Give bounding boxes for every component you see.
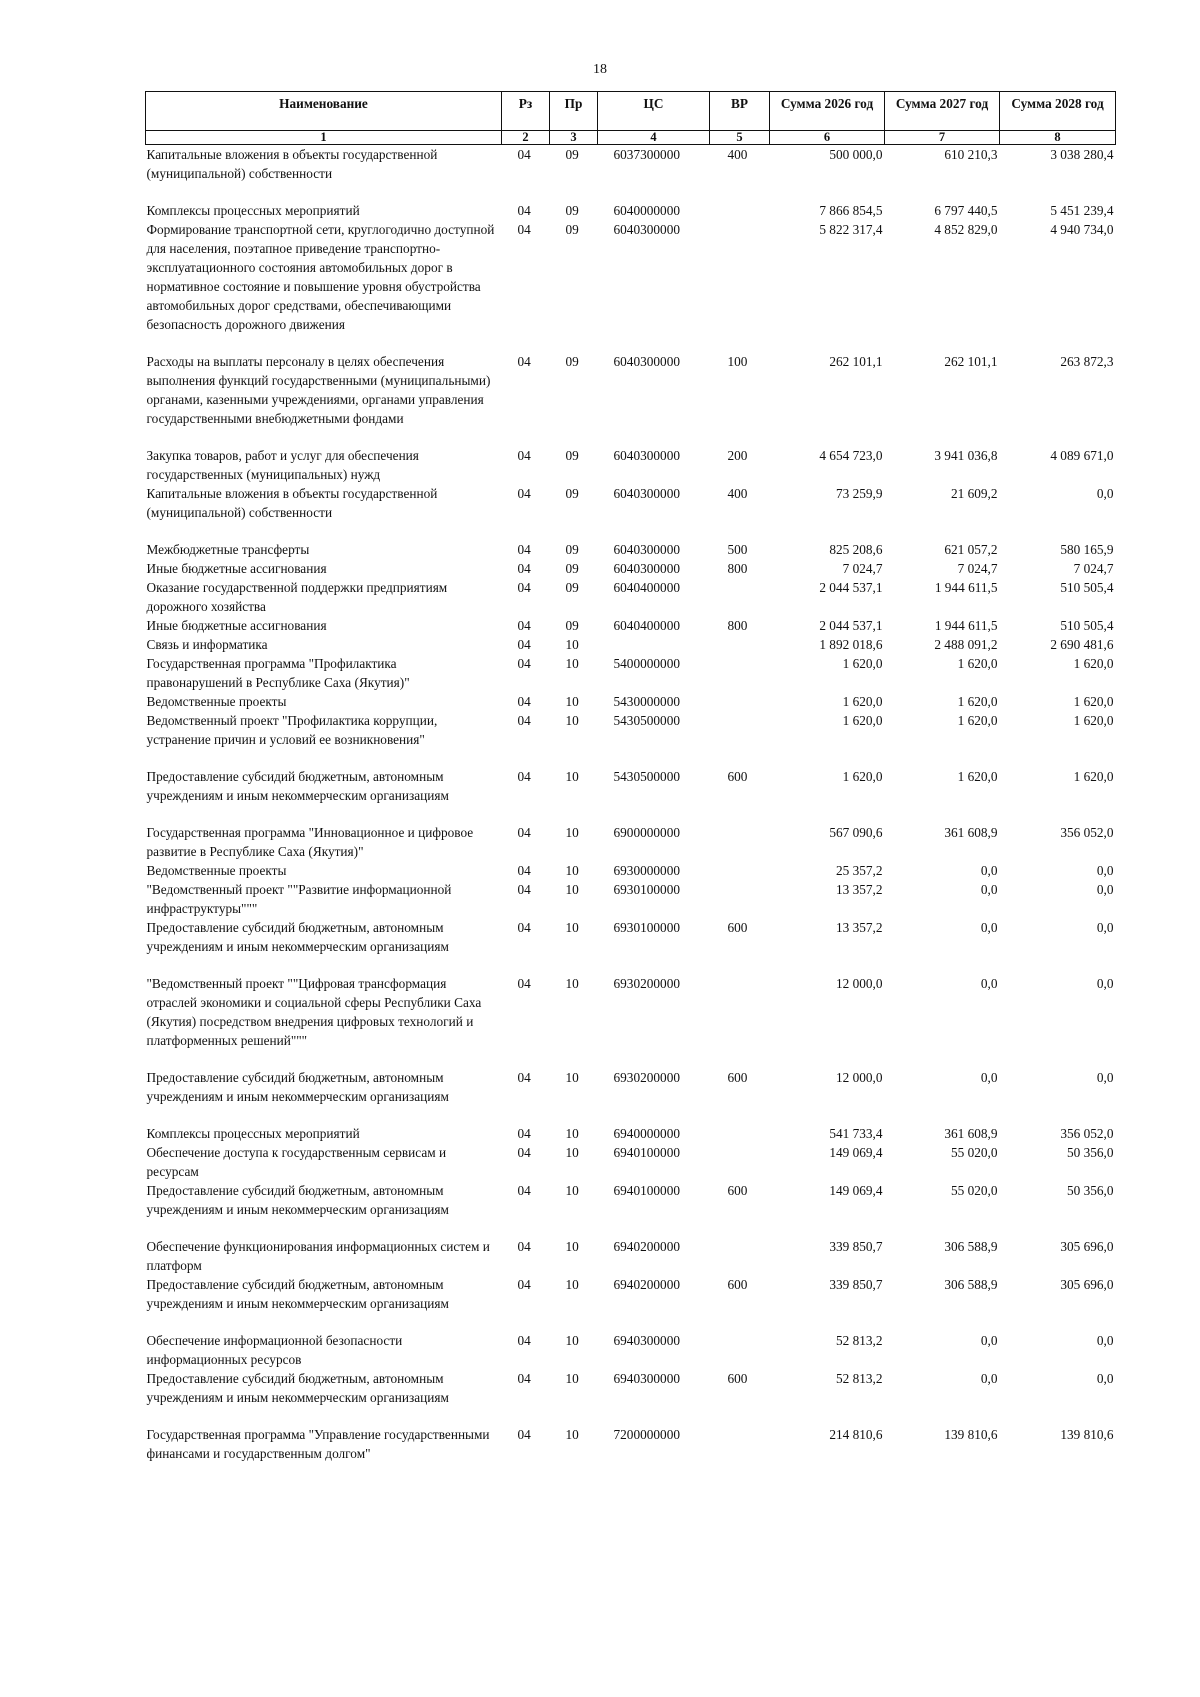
row-rz: 04 — [517, 694, 531, 709]
row-vr: 600 — [727, 1371, 748, 1386]
row-sum-2026: 13 357,2 — [835, 920, 883, 935]
row-name: "Ведомственный проект ""Развитие информационной инфраструктуры""" — [146, 882, 452, 916]
row-vr — [710, 880, 770, 918]
row-pr: 09 — [565, 486, 579, 501]
row-sum-2026: 1 620,0 — [842, 713, 883, 728]
row-sum-2027: 2 488 091,2 — [934, 637, 998, 652]
table-row — [146, 918, 1116, 974]
row-rz: 04 — [517, 222, 531, 237]
row-cs: 6930100000 — [613, 920, 680, 935]
row-sum-2028: 0,0 — [1096, 486, 1114, 501]
row-rz: 04 — [517, 656, 531, 671]
table-row — [146, 484, 1116, 540]
row-pr: 09 — [565, 561, 579, 576]
row-cs: 6940100000 — [613, 1145, 680, 1160]
row-rz: 04 — [517, 1333, 531, 1348]
row-pr: 10 — [565, 1371, 579, 1386]
row-cs: 6930200000 — [613, 976, 680, 991]
table-row — [146, 823, 1116, 861]
row-pr: 09 — [565, 203, 579, 218]
row-cs: 6040300000 — [613, 561, 680, 576]
row-rz: 04 — [517, 882, 531, 897]
row-cs: 6040300000 — [613, 542, 680, 557]
table-row — [146, 1124, 1116, 1143]
table-row — [146, 220, 1116, 352]
row-sum-2026: 149 069,4 — [829, 1145, 883, 1160]
row-pr: 10 — [565, 694, 579, 709]
row-rz: 04 — [517, 863, 531, 878]
row-sum-2027: 306 588,9 — [944, 1277, 998, 1292]
row-pr: 09 — [565, 542, 579, 557]
row-name: Государственная программа "Профилактика правонарушений в Республике Саха (Якутия)" — [146, 656, 410, 690]
header-cs: ЦС — [598, 92, 710, 131]
row-sum-2026: 262 101,1 — [829, 354, 883, 369]
row-rz: 04 — [517, 976, 531, 991]
row-cs: 6040300000 — [613, 448, 680, 463]
row-sum-2028: 305 696,0 — [1060, 1277, 1114, 1292]
row-rz: 04 — [517, 580, 531, 595]
row-name: Предоставление субсидий бюджетным, автономным учреждениям и иным некоммерческим организациям — [146, 920, 449, 954]
row-sum-2026: 339 850,7 — [829, 1277, 883, 1292]
column-number: 8 — [1000, 131, 1116, 145]
row-name: Ведомственные проекты — [146, 694, 287, 709]
table-row — [146, 616, 1116, 635]
row-name: Ведомственный проект "Профилактика коррупции, устранение причин и условий ее возникновения" — [146, 713, 438, 747]
row-sum-2026: 339 850,7 — [829, 1239, 883, 1254]
row-rz: 04 — [517, 1277, 531, 1292]
row-sum-2026: 4 654 723,0 — [819, 448, 883, 463]
row-sum-2026: 149 069,4 — [829, 1183, 883, 1198]
budget-table-container — [145, 91, 1115, 1463]
row-rz: 04 — [517, 1183, 531, 1198]
row-cs: 6940200000 — [613, 1239, 680, 1254]
row-sum-2028: 1 620,0 — [1073, 656, 1114, 671]
row-vr — [710, 1124, 770, 1143]
row-rz: 04 — [517, 561, 531, 576]
row-sum-2026: 567 090,6 — [829, 825, 883, 840]
table-row — [146, 974, 1116, 1068]
column-number: 7 — [885, 131, 1000, 145]
row-pr: 09 — [565, 354, 579, 369]
row-sum-2026: 52 813,2 — [835, 1371, 883, 1386]
row-sum-2028: 1 620,0 — [1073, 769, 1114, 784]
table-row — [146, 1425, 1116, 1463]
row-cs: 6040300000 — [613, 222, 680, 237]
row-sum-2026: 541 733,4 — [829, 1126, 883, 1141]
row-rz: 04 — [517, 1126, 531, 1141]
row-cs: 6040400000 — [613, 580, 680, 595]
row-sum-2026: 1 620,0 — [842, 656, 883, 671]
row-name: Иные бюджетные ассигнования — [146, 561, 327, 576]
row-name: Предоставление субсидий бюджетным, автономным учреждениям и иным некоммерческим организациям — [146, 1371, 449, 1405]
row-sum-2028: 0,0 — [1096, 920, 1114, 935]
row-pr: 09 — [565, 618, 579, 633]
row-pr: 10 — [565, 713, 579, 728]
row-cs: 5430000000 — [613, 694, 680, 709]
row-sum-2028: 1 620,0 — [1073, 713, 1114, 728]
row-sum-2027: 0,0 — [980, 920, 998, 935]
row-pr: 10 — [565, 1183, 579, 1198]
row-name: Предоставление субсидий бюджетным, автономным учреждениям и иным некоммерческим организациям — [146, 1277, 449, 1311]
header-sum-2028: Сумма 2028 год — [1000, 92, 1116, 131]
row-cs: 6040300000 — [613, 486, 680, 501]
row-pr: 10 — [565, 1333, 579, 1348]
row-name: Межбюджетные трансферты — [146, 542, 310, 557]
row-sum-2027: 262 101,1 — [944, 354, 998, 369]
row-sum-2026: 5 822 317,4 — [819, 222, 883, 237]
row-pr: 09 — [565, 448, 579, 463]
column-number: 6 — [770, 131, 885, 145]
row-sum-2026: 12 000,0 — [835, 1070, 883, 1085]
row-sum-2028: 510 505,4 — [1060, 580, 1114, 595]
row-vr — [710, 823, 770, 861]
table-row — [146, 767, 1116, 823]
column-number-row — [146, 131, 1116, 145]
row-rz: 04 — [517, 147, 531, 162]
row-sum-2028: 0,0 — [1096, 1070, 1114, 1085]
row-name: Предоставление субсидий бюджетным, автономным учреждениям и иным некоммерческим организациям — [146, 769, 449, 803]
row-sum-2027: 621 057,2 — [944, 542, 998, 557]
row-pr: 10 — [565, 863, 579, 878]
table-row — [146, 578, 1116, 616]
column-number: 2 — [502, 131, 550, 145]
row-cs: 6940300000 — [613, 1371, 680, 1386]
row-rz: 04 — [517, 1145, 531, 1160]
row-cs: 6940000000 — [613, 1126, 680, 1141]
row-sum-2027: 0,0 — [980, 976, 998, 991]
row-cs: 5400000000 — [613, 656, 680, 671]
row-cs: 6900000000 — [613, 825, 680, 840]
row-sum-2026: 2 044 537,1 — [819, 580, 883, 595]
row-vr: 800 — [727, 618, 748, 633]
row-rz: 04 — [517, 920, 531, 935]
table-row — [146, 1275, 1116, 1331]
table-row — [146, 145, 1116, 202]
row-sum-2028: 0,0 — [1096, 1333, 1114, 1348]
row-vr — [710, 1143, 770, 1181]
row-rz: 04 — [517, 542, 531, 557]
table-row — [146, 1331, 1116, 1369]
row-sum-2028: 580 165,9 — [1060, 542, 1114, 557]
row-pr: 10 — [565, 1126, 579, 1141]
row-name: Обеспечение информационной безопасности информационных ресурсов — [146, 1333, 403, 1367]
table-row — [146, 352, 1116, 446]
row-cs: 6040000000 — [613, 203, 680, 218]
row-rz: 04 — [517, 769, 531, 784]
header-name: Наименование — [146, 92, 502, 131]
row-pr: 10 — [565, 976, 579, 991]
row-vr — [710, 692, 770, 711]
row-vr: 400 — [727, 486, 748, 501]
row-sum-2027: 139 810,6 — [944, 1427, 998, 1442]
row-sum-2027: 0,0 — [980, 1333, 998, 1348]
header-pr: Пр — [550, 92, 598, 131]
row-sum-2027: 1 944 611,5 — [934, 580, 998, 595]
row-rz: 04 — [517, 486, 531, 501]
row-vr — [710, 1425, 770, 1463]
row-sum-2028: 1 620,0 — [1073, 694, 1114, 709]
column-number: 1 — [146, 131, 502, 145]
row-cs: 6040400000 — [613, 618, 680, 633]
row-cs: 6040300000 — [613, 354, 680, 369]
row-vr — [710, 635, 770, 654]
table-row — [146, 1181, 1116, 1237]
row-sum-2028: 7 024,7 — [1073, 561, 1114, 576]
row-rz: 04 — [517, 354, 531, 369]
row-sum-2026: 13 357,2 — [835, 882, 883, 897]
row-sum-2027: 1 944 611,5 — [934, 618, 998, 633]
row-sum-2027: 1 620,0 — [957, 769, 998, 784]
row-vr — [710, 1237, 770, 1275]
row-name: Предоставление субсидий бюджетным, автономным учреждениям и иным некоммерческим организациям — [146, 1070, 449, 1104]
table-row — [146, 880, 1116, 918]
row-cs: 6930100000 — [613, 882, 680, 897]
row-rz: 04 — [517, 618, 531, 633]
row-sum-2028: 356 052,0 — [1060, 825, 1114, 840]
row-sum-2027: 3 941 036,8 — [934, 448, 998, 463]
row-vr: 600 — [727, 920, 748, 935]
table-row — [146, 692, 1116, 711]
row-rz: 04 — [517, 1070, 531, 1085]
row-cs — [598, 635, 710, 654]
table-row — [146, 635, 1116, 654]
row-name: Государственная программа "Управление государственными финансами и государственным долгом" — [146, 1427, 490, 1461]
table-row — [146, 1369, 1116, 1425]
row-sum-2026: 7 866 854,5 — [819, 203, 883, 218]
row-sum-2026: 1 620,0 — [842, 769, 883, 784]
row-sum-2026: 7 024,7 — [842, 561, 883, 576]
row-sum-2027: 55 020,0 — [950, 1183, 998, 1198]
header-sum-2026: Сумма 2026 год — [770, 92, 885, 131]
row-pr: 10 — [565, 637, 579, 652]
row-vr — [710, 220, 770, 352]
row-sum-2027: 0,0 — [980, 882, 998, 897]
row-cs: 6940300000 — [613, 1333, 680, 1348]
row-vr: 400 — [727, 147, 748, 162]
row-name: Государственная программа "Инновационное и цифровое развитие в Республике Саха (Якутия)" — [146, 825, 474, 859]
row-pr: 10 — [565, 656, 579, 671]
row-sum-2027: 0,0 — [980, 1371, 998, 1386]
row-sum-2027: 361 608,9 — [944, 1126, 998, 1141]
table-body — [146, 145, 1116, 1464]
header-sum-2027: Сумма 2027 год — [885, 92, 1000, 131]
column-number: 5 — [710, 131, 770, 145]
row-sum-2028: 305 696,0 — [1060, 1239, 1114, 1254]
header-rz: Рз — [502, 92, 550, 131]
table-row — [146, 1143, 1116, 1181]
row-sum-2028: 0,0 — [1096, 863, 1114, 878]
row-sum-2027: 6 797 440,5 — [934, 203, 998, 218]
row-sum-2027: 4 852 829,0 — [934, 222, 998, 237]
row-sum-2028: 0,0 — [1096, 1371, 1114, 1386]
row-sum-2027: 610 210,3 — [944, 147, 998, 162]
row-vr: 600 — [727, 1070, 748, 1085]
row-vr — [710, 711, 770, 767]
row-sum-2027: 7 024,7 — [957, 561, 998, 576]
row-vr: 600 — [727, 1277, 748, 1292]
row-sum-2026: 214 810,6 — [829, 1427, 883, 1442]
row-rz: 04 — [517, 637, 531, 652]
row-sum-2028: 2 690 481,6 — [1050, 637, 1114, 652]
table-row — [146, 201, 1116, 220]
row-sum-2028: 4 089 671,0 — [1050, 448, 1114, 463]
table-row — [146, 861, 1116, 880]
table-row — [146, 1237, 1116, 1275]
row-sum-2028: 356 052,0 — [1060, 1126, 1114, 1141]
row-vr — [710, 861, 770, 880]
row-sum-2026: 1 892 018,6 — [819, 637, 883, 652]
row-cs: 6930000000 — [613, 863, 680, 878]
row-sum-2028: 510 505,4 — [1060, 618, 1114, 633]
row-name: Иные бюджетные ассигнования — [146, 618, 327, 633]
row-sum-2026: 2 044 537,1 — [819, 618, 883, 633]
row-rz: 04 — [517, 825, 531, 840]
row-sum-2026: 25 357,2 — [835, 863, 883, 878]
row-sum-2027: 0,0 — [980, 863, 998, 878]
row-cs: 6940100000 — [613, 1183, 680, 1198]
row-rz: 04 — [517, 203, 531, 218]
row-pr: 10 — [565, 825, 579, 840]
row-vr: 600 — [727, 1183, 748, 1198]
row-sum-2028: 0,0 — [1096, 882, 1114, 897]
row-pr: 10 — [565, 1277, 579, 1292]
row-vr — [710, 201, 770, 220]
row-name: Расходы на выплаты персоналу в целях обеспечения выполнения функций государственными (муниципальными) органами, казенными учреждениями, органами управления государственными внебюджетными фондами — [146, 354, 491, 426]
table-row — [146, 1068, 1116, 1124]
row-name: "Ведомственный проект ""Цифровая трансформация отраслей экономики и социальной сферы Республики Саха (Якутия) посредством внедрения цифровых технологий и платформенных решений""" — [146, 976, 482, 1048]
row-rz: 04 — [517, 1371, 531, 1386]
row-pr: 10 — [565, 1239, 579, 1254]
row-vr: 500 — [727, 542, 748, 557]
row-pr: 09 — [565, 222, 579, 237]
row-sum-2028: 139 810,6 — [1060, 1427, 1114, 1442]
row-sum-2026: 825 208,6 — [829, 542, 883, 557]
row-sum-2028: 50 356,0 — [1066, 1183, 1114, 1198]
header-row — [146, 92, 1116, 131]
row-vr — [710, 974, 770, 1068]
row-vr: 100 — [727, 354, 748, 369]
column-number: 3 — [550, 131, 598, 145]
row-name: Ведомственные проекты — [146, 863, 287, 878]
row-sum-2028: 50 356,0 — [1066, 1145, 1114, 1160]
row-sum-2028: 5 451 239,4 — [1050, 203, 1114, 218]
table-row — [146, 559, 1116, 578]
header-vr: ВР — [710, 92, 770, 131]
row-sum-2026: 52 813,2 — [835, 1333, 883, 1348]
row-sum-2026: 73 259,9 — [835, 486, 883, 501]
row-sum-2027: 1 620,0 — [957, 694, 998, 709]
row-sum-2026: 1 620,0 — [842, 694, 883, 709]
row-name: Связь и информатика — [146, 637, 268, 652]
row-pr: 10 — [565, 882, 579, 897]
row-pr: 09 — [565, 580, 579, 595]
row-vr: 600 — [727, 769, 748, 784]
row-sum-2028: 4 940 734,0 — [1050, 222, 1114, 237]
table-row — [146, 446, 1116, 484]
row-sum-2027: 1 620,0 — [957, 713, 998, 728]
row-name: Формирование транспортной сети, круглогодично доступной для населения, поэтапное приведение транспортно-эксплуатационного состояния автомобильных дорог в нормативное состояние и повышение уровня обустройства автомобильных дорог средствами, обеспечивающими безопасность дорожного движения — [146, 222, 495, 332]
budget-table — [145, 91, 1116, 1463]
row-pr: 09 — [565, 147, 579, 162]
table-row — [146, 540, 1116, 559]
row-sum-2028: 3 038 280,4 — [1050, 147, 1114, 162]
column-number: 4 — [598, 131, 710, 145]
row-name: Комплексы процессных мероприятий — [146, 203, 360, 218]
row-sum-2027: 55 020,0 — [950, 1145, 998, 1160]
row-sum-2027: 0,0 — [980, 1070, 998, 1085]
row-rz: 04 — [517, 1427, 531, 1442]
row-rz: 04 — [517, 448, 531, 463]
row-cs: 6037300000 — [613, 147, 680, 162]
row-cs: 6940200000 — [613, 1277, 680, 1292]
row-cs: 5430500000 — [613, 769, 680, 784]
row-name: Оказание государственной поддержки предприятиям дорожного хозяйства — [146, 580, 448, 614]
row-name: Капитальные вложения в объекты государственной (муниципальной) собственности — [146, 486, 438, 520]
row-name: Закупка товаров, работ и услуг для обеспечения государственных (муниципальных) нужд — [146, 448, 419, 482]
row-name: Капитальные вложения в объекты государственной (муниципальной) собственности — [146, 147, 438, 181]
row-pr: 10 — [565, 920, 579, 935]
row-pr: 10 — [565, 1427, 579, 1442]
page-number: 18 — [593, 62, 607, 77]
row-vr — [710, 578, 770, 616]
row-sum-2028: 263 872,3 — [1060, 354, 1114, 369]
row-pr: 10 — [565, 1145, 579, 1160]
row-cs: 5430500000 — [613, 713, 680, 728]
row-rz: 04 — [517, 713, 531, 728]
row-rz: 04 — [517, 1239, 531, 1254]
row-sum-2027: 1 620,0 — [957, 656, 998, 671]
row-name: Предоставление субсидий бюджетным, автономным учреждениям и иным некоммерческим организациям — [146, 1183, 449, 1217]
row-cs: 6930200000 — [613, 1070, 680, 1085]
row-sum-2027: 306 588,9 — [944, 1239, 998, 1254]
row-pr: 10 — [565, 1070, 579, 1085]
row-cs: 7200000000 — [613, 1427, 680, 1442]
row-vr — [710, 1331, 770, 1369]
row-pr: 10 — [565, 769, 579, 784]
table-row — [146, 711, 1116, 767]
row-name: Комплексы процессных мероприятий — [146, 1126, 360, 1141]
row-vr: 200 — [727, 448, 748, 463]
row-sum-2027: 21 609,2 — [950, 486, 998, 501]
row-vr — [710, 654, 770, 692]
row-sum-2027: 361 608,9 — [944, 825, 998, 840]
table-row — [146, 654, 1116, 692]
row-sum-2026: 12 000,0 — [835, 976, 883, 991]
row-sum-2026: 500 000,0 — [829, 147, 883, 162]
row-name: Обеспечение доступа к государственным сервисам и ресурсам — [146, 1145, 447, 1179]
row-name: Обеспечение функционирования информационных систем и платформ — [146, 1239, 490, 1273]
row-sum-2028: 0,0 — [1096, 976, 1114, 991]
row-vr: 800 — [727, 561, 748, 576]
